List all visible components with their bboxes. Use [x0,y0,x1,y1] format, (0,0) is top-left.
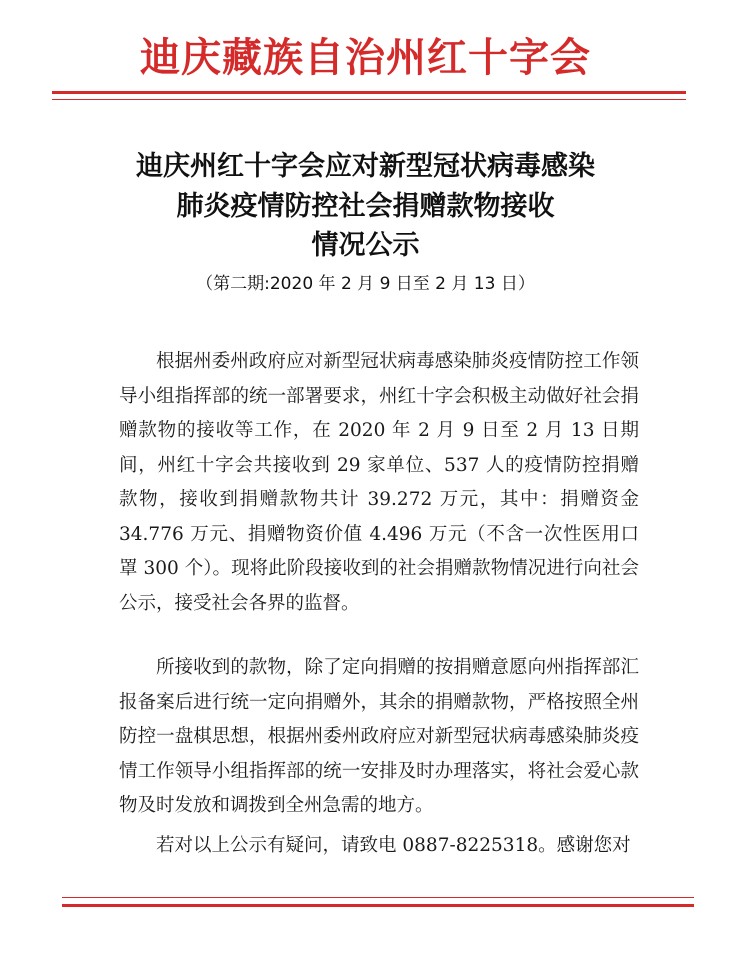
letterhead-rule-thin [52,99,686,100]
body-paragraph-2: 所接收到的款物，除了定向捐赠的按捐赠意愿向州指挥部汇报备案后进行统一定向捐赠外，其余的捐赠款物，严格按照全州防控一盘棋思想，根据州委州政府应对新型冠状病毒感染肺炎疫情工作领导小组指挥部的统一安排及时办理落实，将社会爱心款物及时发放和调拨到全州急需的地方。 [119,657,639,816]
body-paragraph-3: 若对以上公示有疑问，请致电 0887-8225318。感谢您对 [156,835,631,856]
document-title-line-1: 迪庆州红十字会应对新型冠状病毒感染 [136,151,595,182]
letterhead-org-name: 迪庆藏族自治州红十字会 [140,34,591,81]
body-paragraph-1: 根据州委州政府应对新型冠状病毒感染肺炎疫情防控工作领导小组指挥部的统一部署要求，州红十字会积极主动做好社会捐赠款物的接收等工作，在 2020 年 2 月 9 日至 2 月 13 日期间，州红十字会共接收到 29 家单位、537 人的疫情防控捐赠款物，接收到捐赠款物共计 39.272 万元，其中：捐赠资金 34.776 万元、捐赠物资价值 4.496 万元（不含一次性医用口罩 300 个）。现将此阶段接收到的社会捐赠款物情况进行向社会公示，接受社会各界的监督。 [119,351,639,614]
document-subtitle-period: （第二期:2020 年 2 月 9 日至 2 月 13 日） [196,274,535,294]
letterhead-rule-thick [52,91,686,94]
document-title-line-3: 情况公示 [311,230,420,261]
footer-rule-thick [62,904,694,907]
document-title-line-2: 肺炎疫情防控社会捐赠款物接收 [176,191,555,222]
footer-rule-thin [62,897,694,898]
